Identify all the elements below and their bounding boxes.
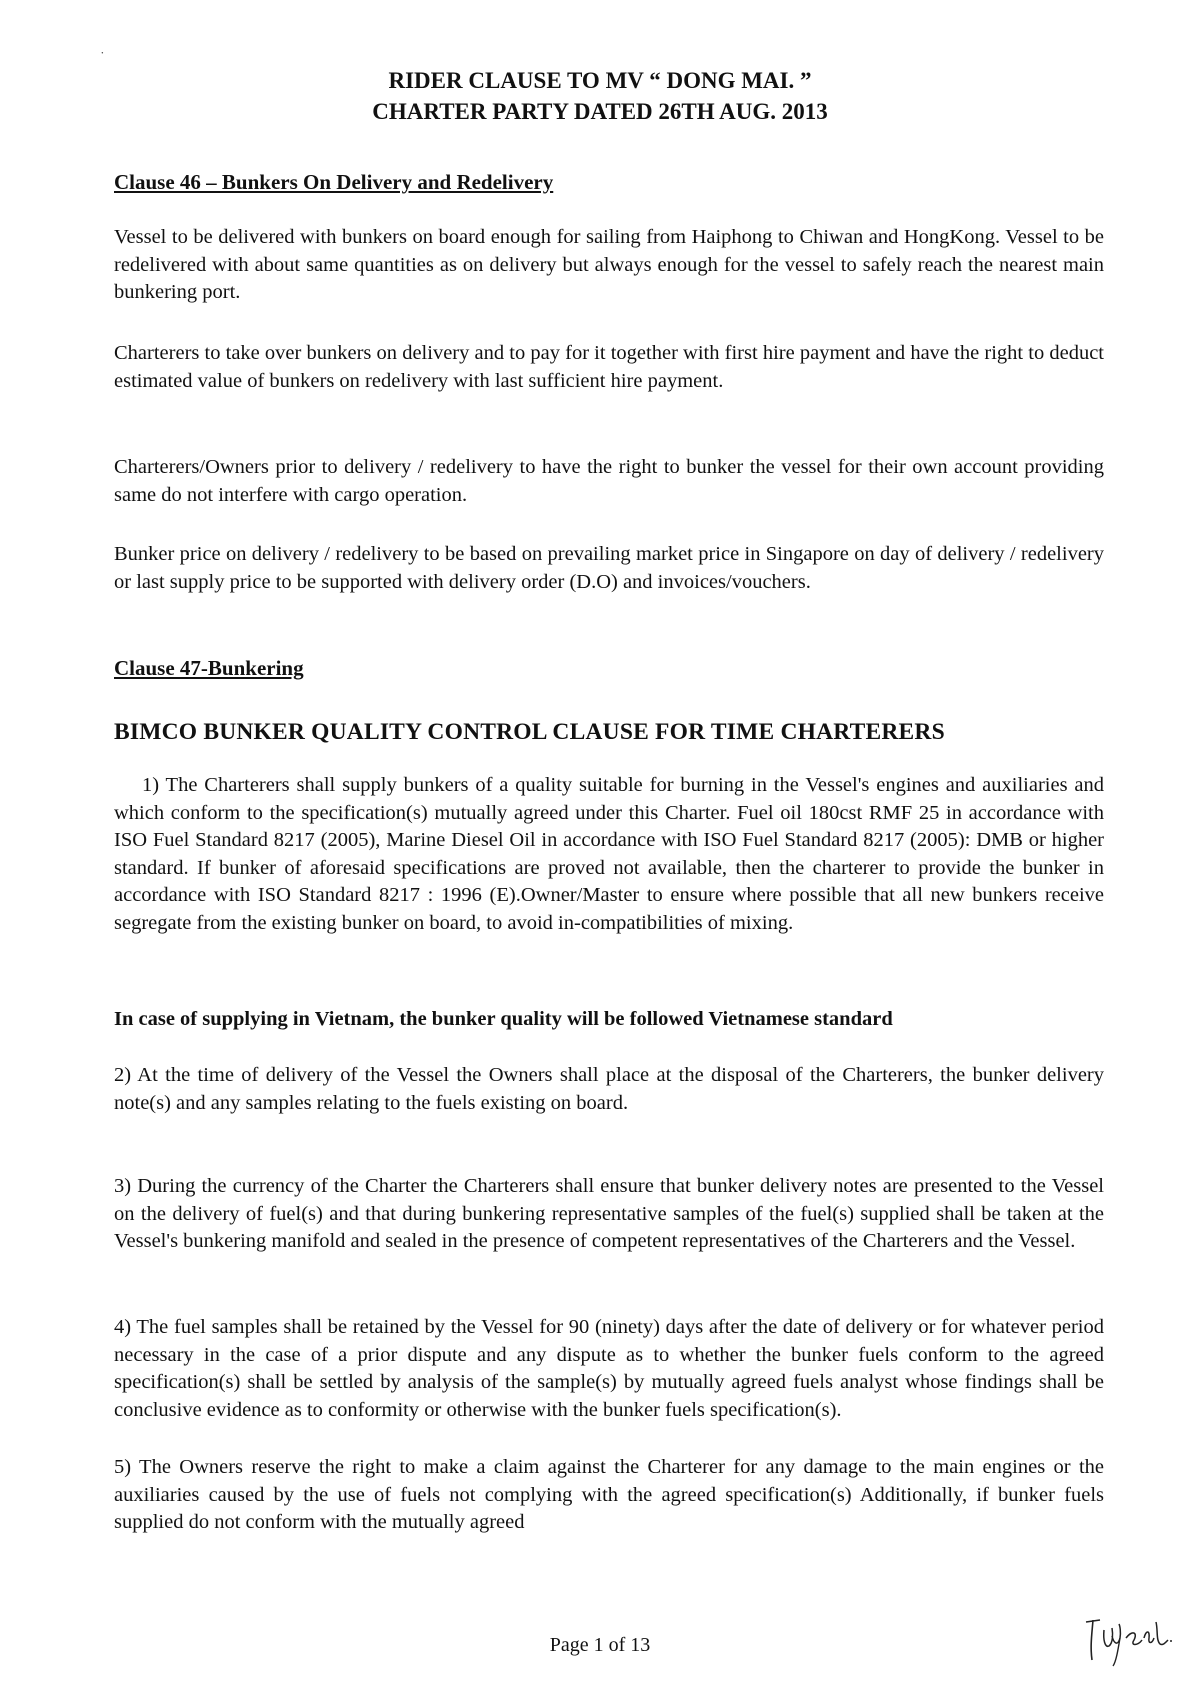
clause-46-paragraph-3: Charterers/Owners prior to delivery / redelivery to have the right to bunker the vessel for their own account providing same do not interfere with cargo operation.	[114, 456, 1104, 506]
vietnam-standard-note: In case of supplying in Vietnam, the bunker quality will be followed Vietnamese standard	[114, 1008, 893, 1030]
bimco-item-1: 1) The Charterers shall supply bunkers of a quality suitable for burning in the Vessel's engines and auxiliaries and which conform to the specification(s) mutually agreed under this Charter. Fuel oil 180cst RMF 25 in accordance with ISO Fuel Standard 8217 (2005), Marine Diesel Oil in accordance with ISO Fuel Standard 8217 (2005): DMB or higher standard. If bunker of aforesaid specifications are proved not available, then the charterer to provide the bunker in accordance with ISO Standard 8217 : 1996 (E).Owner/Master to ensure where possible that all new bunkers receive segregate from the existing bunker on board, to avoid in-compatibilities of mixing.	[114, 774, 1104, 934]
bimco-item-2: 2) At the time of delivery of the Vessel the Owners shall place at the disposal of the Charterers, the bunker delivery note(s) and any samples relating to the fuels existing on board.	[114, 1064, 1104, 1114]
handwritten-initials-signature	[1080, 1608, 1175, 1668]
document-title-line-1: RIDER CLAUSE TO MV “ DONG MAI. ”	[388, 68, 812, 93]
clause-46-paragraph-2: Charterers to take over bunkers on delivery and to pay for it together with first hire payment and have the right to deduct estimated value of bunkers on redelivery with last sufficient hire payment.	[114, 342, 1104, 392]
clause-47-heading: Clause 47-Bunkering	[114, 656, 304, 680]
clause-46-heading: Clause 46 – Bunkers On Delivery and Redelivery	[114, 170, 554, 194]
bimco-item-4: 4) The fuel samples shall be retained by the Vessel for 90 (ninety) days after the date of delivery or for whatever period necessary in the case of a prior dispute and any dispute as to whether the bunker fuels conform to the agreed specification(s) shall be settled by analysis of the sample(s) by mutually agreed fuels analyst whose findings shall be conclusive evidence as to conformity or otherwise with the bunker fuels specification(s).	[114, 1316, 1104, 1421]
bimco-item-5: 5) The Owners reserve the right to make a claim against the Charterer for any damage to the main engines or the auxiliaries caused by the use of fuels not complying with the agreed specification(s) Additionally, if bunker fuels supplied do not conform with the mutually agreed	[114, 1456, 1104, 1533]
clause-46-paragraph-1: Vessel to be delivered with bunkers on board enough for sailing from Haiphong to Chiwan and HongKong. Vessel to be redelivered with about same quantities as on delivery but always enough for the vessel to safely reach the nearest main bunkering port.	[114, 226, 1104, 303]
document-title-line-2: CHARTER PARTY DATED 26TH AUG. 2013	[372, 99, 828, 124]
page-number: Page 1 of 13	[549, 1634, 651, 1656]
bimco-clause-title: BIMCO BUNKER QUALITY CONTROL CLAUSE FOR TIME CHARTERERS	[114, 719, 945, 745]
bimco-item-3: 3) During the currency of the Charter the Charterers shall ensure that bunker delivery notes are presented to the Vessel on the delivery of fuel(s) and that during bunkering representative samples of the fuel(s) supplied shall be taken at the Vessel's bunkering manifold and sealed in the presence of competent representatives of the Charterers and the Vessel.	[114, 1175, 1104, 1252]
clause-46-paragraph-4: Bunker price on delivery / redelivery to be based on prevailing market price in Singapore on day of delivery / redelivery or last supply price to be supported with delivery order (D.O) and invoices/vouchers.	[114, 543, 1104, 593]
scan-speck: ˙	[100, 50, 105, 65]
